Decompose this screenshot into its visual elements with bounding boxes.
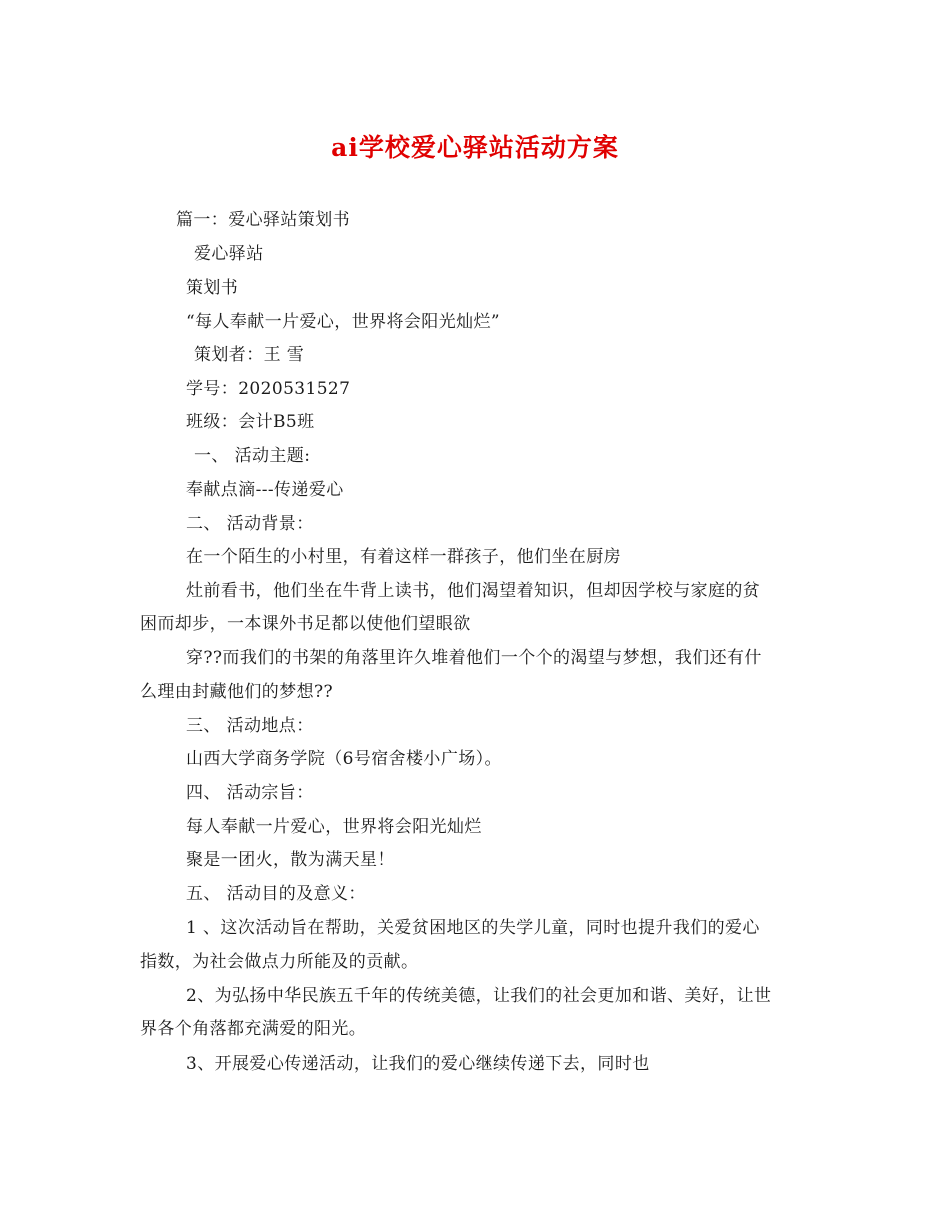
text-line: 每人奉献一片爱心，世界将会阳光灿烂: [186, 817, 482, 837]
text-line: 奉献点滴---传递爱心: [186, 480, 344, 500]
text-line: 山西大学商务学院（6号宿舍楼小广场）。: [186, 749, 502, 769]
text-line: 策划者：王 雪: [194, 345, 305, 365]
text-line: 界各个角落都充满爱的阳光。: [140, 1019, 367, 1039]
document-title: ai学校爱心驿站活动方案: [331, 133, 619, 162]
text-line: 指数，为社会做点力所能及的贡献。: [140, 952, 419, 972]
text-line: 在一个陌生的小村里，有着这样一群孩子，他们坐在厨房: [186, 547, 621, 567]
text-line: 2、为弘扬中华民族五千年的传统美德，让我们的社会更加和谐、美好，让世: [186, 986, 772, 1006]
text-line: 聚是一团火，散为满天星！: [186, 850, 395, 870]
section-heading: 五、 活动目的及意义：: [186, 884, 366, 904]
section-heading: 二、 活动背景：: [186, 514, 314, 534]
text-line: 灶前看书，他们坐在牛背上读书，他们渴望着知识，但却因学校与家庭的贫: [186, 581, 761, 601]
text-line: 爱心驿站: [194, 244, 264, 264]
text-line: 1 、这次活动旨在帮助，关爱贫困地区的失学儿童，同时也提升我们的爱心: [186, 918, 760, 938]
section-heading: 一、 活动主题:: [194, 446, 311, 466]
section-heading: 四、 活动宗旨：: [186, 783, 314, 803]
text-line: 学号：2020531527: [186, 379, 351, 399]
text-line: 么理由封藏他们的梦想??: [140, 682, 334, 702]
text-line: 班级：会计B5班: [186, 412, 315, 432]
text-line: 策划书: [186, 278, 239, 298]
section-heading: 三、 活动地点：: [186, 716, 314, 736]
text-line: 穿??而我们的书架的角落里许久堆着他们一个个的渴望与梦想，我们还有什: [186, 648, 762, 668]
text-line: 篇一：爱心驿站策划书: [176, 210, 350, 230]
text-line: “每人奉献一片爱心，世界将会阳光灿烂”: [186, 312, 500, 332]
text-line: 3、开展爱心传递活动，让我们的爱心继续传递下去，同时也: [186, 1054, 650, 1074]
text-line: 困而却步，一本课外书足都以使他们望眼欲: [140, 614, 471, 634]
